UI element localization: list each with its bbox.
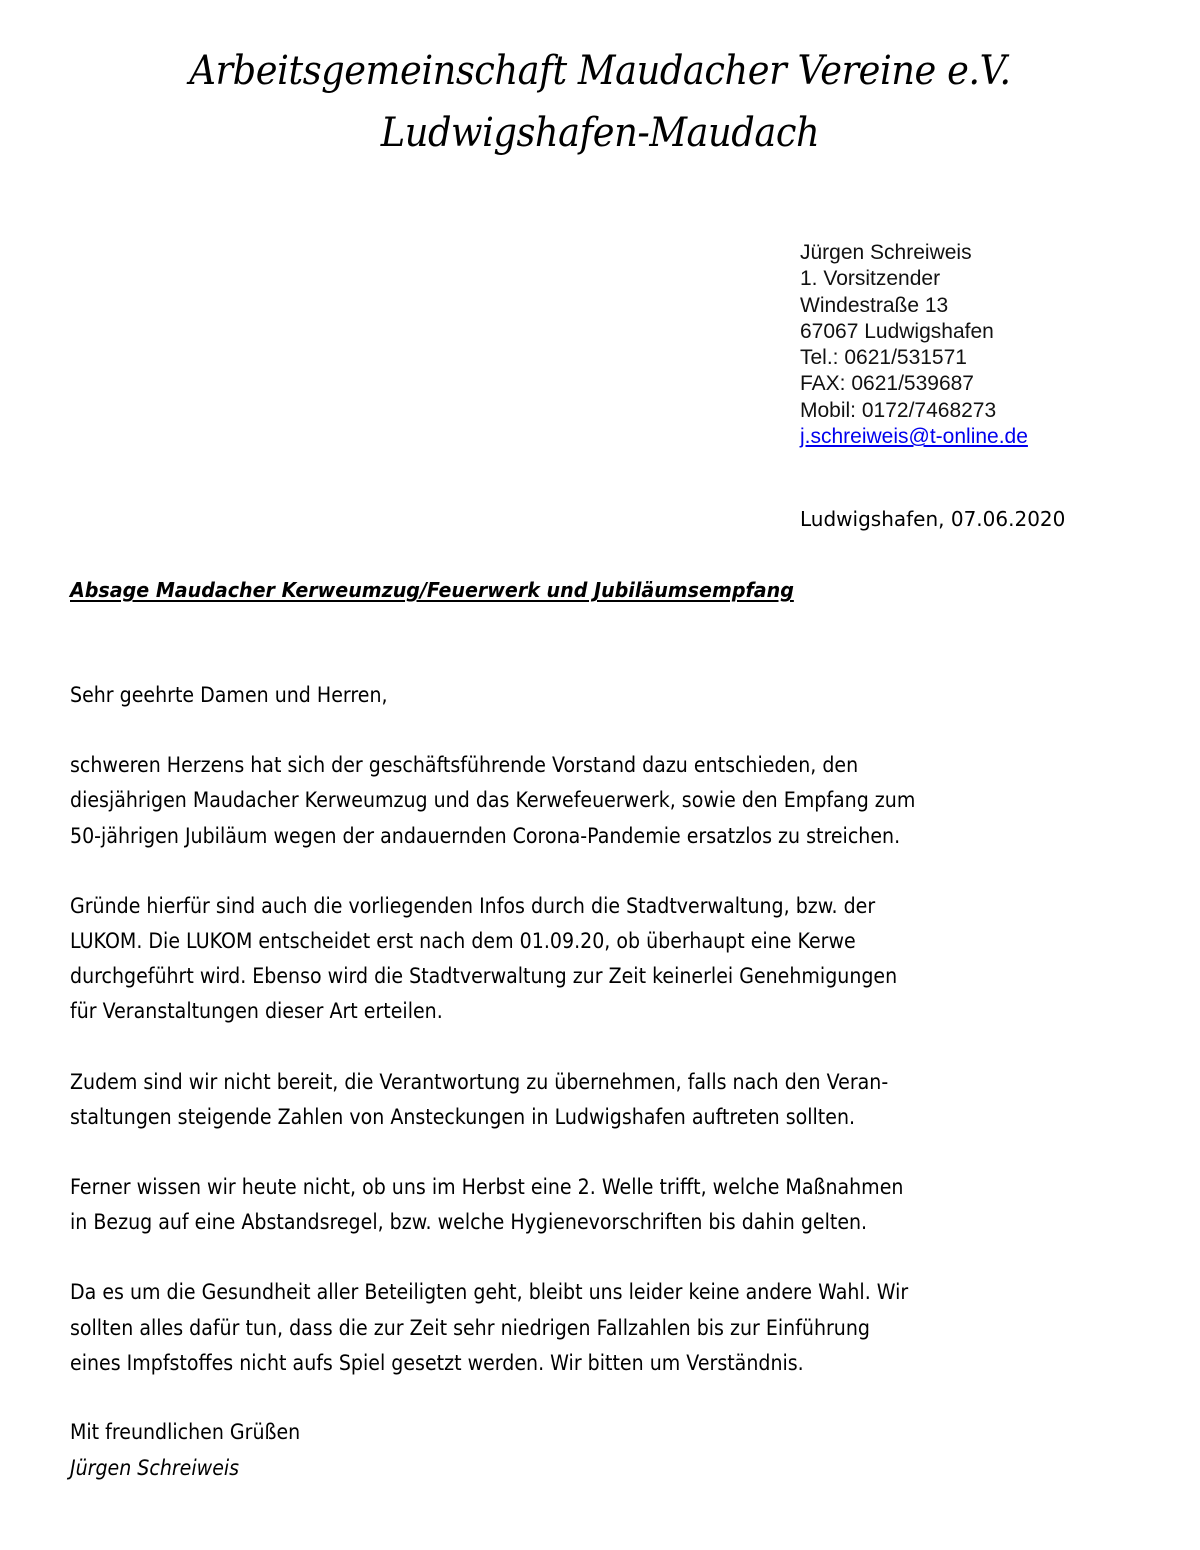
text-line: Zudem sind wir nicht bereit, die Verantwortung zu übernehmen, falls nach den Veran-: [70, 1069, 889, 1094]
sender-street: Windestraße 13: [800, 293, 949, 317]
text-line: schweren Herzens hat sich der geschäftsführende Vorstand dazu entschieden, den: [70, 753, 859, 778]
text-line: Da es um die Gesundheit aller Beteiligten geht, bleibt uns leider keine andere Wahl. Wir: [70, 1280, 909, 1305]
sender-name: Jürgen Schreiweis: [800, 241, 972, 264]
paragraph-reasons: [70, 889, 1029, 1030]
salutation: Sehr geehrte Damen und Herren,: [70, 683, 388, 707]
paragraph-second-wave: [70, 1170, 1029, 1240]
text-line: eines Impfstoffes nicht aufs Spiel gesetzt werden. Wir bitten um Verständnis.: [70, 1350, 804, 1375]
letterhead: [48, 40, 1152, 164]
sender-phone: Tel.: 0621/531571: [800, 346, 967, 370]
text-line: Ferner wissen wir heute nicht, ob uns im Herbst eine 2. Welle trifft, welche Maßnahmen: [70, 1175, 904, 1200]
text-line: für Veranstaltungen dieser Art erteilen.: [70, 999, 443, 1024]
letter-subject: Absage Maudacher Kerweumzug/Feuerwerk und Jubiläumsempfang: [70, 578, 794, 602]
sender-mobile: Mobil: 0172/7468273: [800, 398, 997, 422]
sender-email-link[interactable]: j.schreiweis@t-online.de: [800, 425, 1028, 449]
text-line: in Bezug auf eine Abstandsregel, bzw. welche Hygienevorschriften bis dahin gelten.: [70, 1210, 868, 1235]
signature: Jürgen Schreiweis: [70, 1455, 240, 1480]
letter-closing: [70, 1415, 300, 1486]
text-line: diesjährigen Maudacher Kerweumzug und das Kerwefeuerwerk, sowie den Empfang zum: [70, 788, 916, 813]
sender-fax: FAX: 0621/539687: [800, 372, 974, 396]
text-line: Gründe hierfür sind auch die vorliegenden Infos durch die Stadtverwaltung, bzw. der: [70, 893, 876, 918]
sender-address-block: [800, 240, 1028, 450]
text-line: staltungen steigende Zahlen von Ansteckungen in Ludwigshafen auftreten sollten.: [70, 1104, 856, 1129]
text-line: 50-jährigen Jubiläum wegen der andauernden Corona-Pandemie ersatzlos zu streichen.: [70, 823, 901, 848]
paragraph-responsibility: [70, 1065, 1029, 1135]
paragraph-decision: [70, 748, 1029, 854]
text-line: sollten alles dafür tun, dass die zur Zeit sehr niedrigen Fallzahlen bis zur Einführung: [70, 1315, 870, 1340]
letterhead-organization: Arbeitsgemeinschaft Maudacher Vereine e.V.: [189, 48, 1011, 94]
sender-role: 1. Vorsitzender: [800, 267, 941, 291]
text-line: LUKOM. Die LUKOM entscheidet erst nach dem 01.09.20, ob überhaupt eine Kerwe: [70, 929, 856, 954]
closing-greeting: Mit freundlichen Grüßen: [70, 1420, 301, 1444]
letter-body: [70, 678, 1029, 1416]
text-line: durchgeführt wird. Ebenso wird die Stadtverwaltung zur Zeit keinerlei Genehmigungen: [70, 964, 898, 989]
sender-city: 67067 Ludwigshafen: [800, 319, 994, 343]
paragraph-health: [70, 1275, 1029, 1381]
letter-date: Ludwigshafen, 07.06.2020: [800, 507, 1066, 531]
letterhead-location: Ludwigshafen-Maudach: [380, 110, 820, 156]
